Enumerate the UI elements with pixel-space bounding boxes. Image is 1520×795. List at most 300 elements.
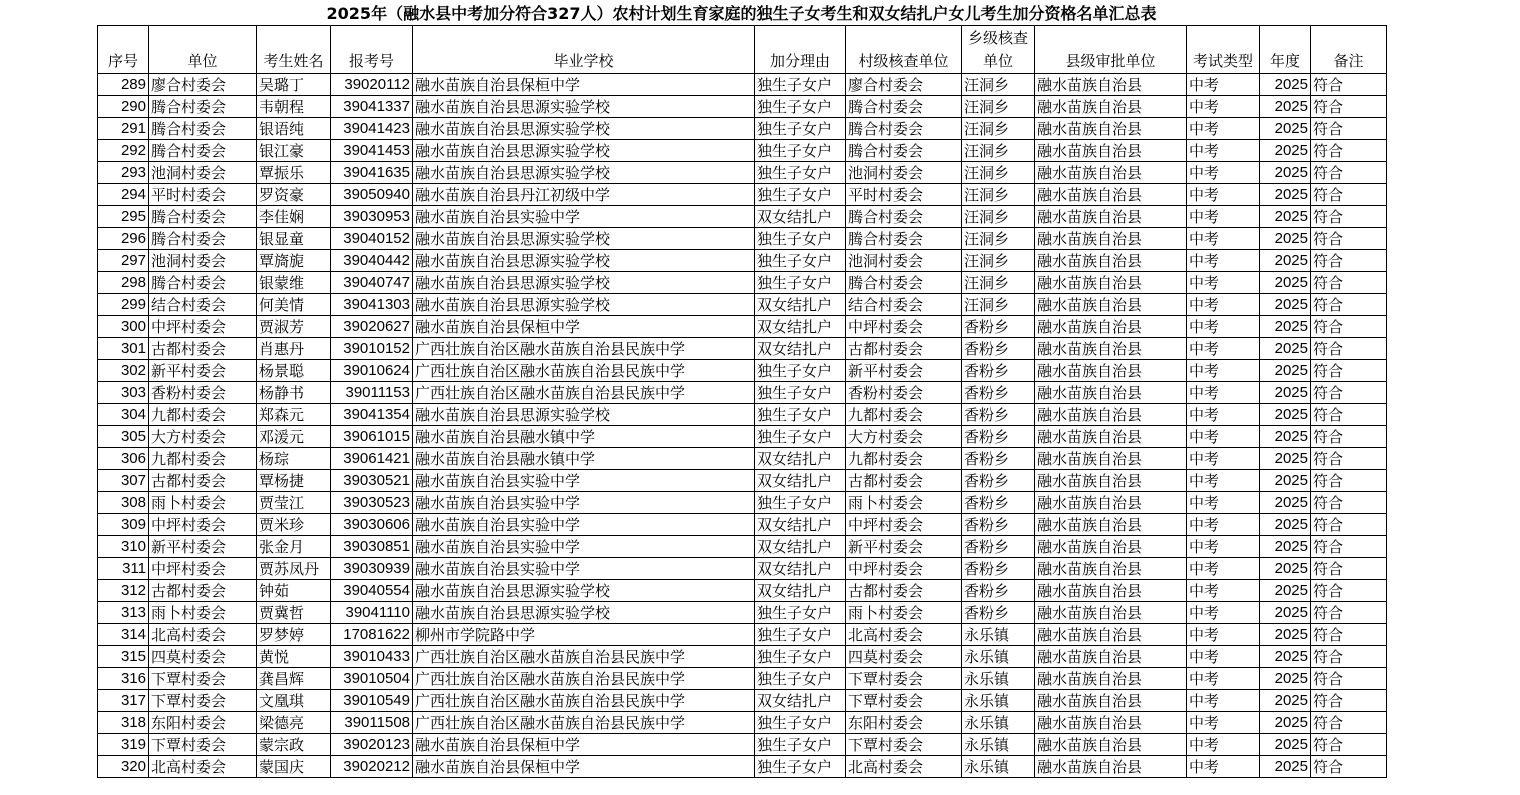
cell-town-check: 汪洞乡 [962,118,1035,140]
table-row [98,272,1387,294]
cell-exam-type: 中考 [1187,580,1260,602]
cell-index: 304 [98,404,149,426]
cell-county-approval: 融水苗族自治县 [1035,74,1187,96]
cell-year: 2025 [1260,228,1311,250]
cell-school: 融水苗族自治县思源实验学校 [413,140,755,162]
cell-remark: 符合 [1311,184,1387,206]
cell-exam-number: 39011508 [331,712,413,734]
cell-school: 融水苗族自治县思源实验学校 [413,602,755,624]
cell-unit: 腾合村委会 [149,96,257,118]
cell-name: 吴璐丁 [257,74,331,96]
cell-remark: 符合 [1311,646,1387,668]
cell-exam-type: 中考 [1187,118,1260,140]
cell-school: 柳州市学院路中学 [413,624,755,646]
cell-town-check: 汪洞乡 [962,162,1035,184]
cell-exam-number: 39030851 [331,536,413,558]
cell-index: 293 [98,162,149,184]
cell-unit: 平时村委会 [149,184,257,206]
table-row [98,426,1387,448]
cell-village-check: 新平村委会 [846,360,962,382]
cell-name: 蒙宗政 [257,734,331,756]
cell-exam-type: 中考 [1187,690,1260,712]
cell-year: 2025 [1260,74,1311,96]
cell-exam-number: 39041303 [331,294,413,316]
cell-index: 296 [98,228,149,250]
cell-unit: 九都村委会 [149,404,257,426]
cell-remark: 符合 [1311,602,1387,624]
cell-county-approval: 融水苗族自治县 [1035,756,1187,778]
cell-reason: 双女结扎户 [755,316,846,338]
cell-school: 融水苗族自治县保桓中学 [413,756,755,778]
cell-county-approval: 融水苗族自治县 [1035,338,1187,360]
cell-village-check: 中坪村委会 [846,558,962,580]
cell-exam-type: 中考 [1187,602,1260,624]
col-header-exam-type: 考试类型 [1187,26,1260,74]
cell-name: 杨琮 [257,448,331,470]
cell-reason: 独生子女户 [755,250,846,272]
cell-reason: 双女结扎户 [755,470,846,492]
cell-county-approval: 融水苗族自治县 [1035,360,1187,382]
cell-remark: 符合 [1311,250,1387,272]
cell-town-check: 汪洞乡 [962,228,1035,250]
cell-county-approval: 融水苗族自治县 [1035,602,1187,624]
cell-school: 融水苗族自治县思源实验学校 [413,96,755,118]
cell-remark: 符合 [1311,624,1387,646]
cell-unit: 池洞村委会 [149,162,257,184]
cell-index: 298 [98,272,149,294]
cell-index: 295 [98,206,149,228]
cell-exam-number: 39020627 [331,316,413,338]
cell-county-approval: 融水苗族自治县 [1035,184,1187,206]
cell-county-approval: 融水苗族自治县 [1035,250,1187,272]
cell-year: 2025 [1260,580,1311,602]
cell-school: 融水苗族自治县思源实验学校 [413,228,755,250]
cell-unit: 九都村委会 [149,448,257,470]
cell-exam-type: 中考 [1187,162,1260,184]
col-header-year: 年度 [1260,26,1311,74]
table-row [98,624,1387,646]
cell-exam-type: 中考 [1187,712,1260,734]
cell-town-check: 永乐镇 [962,668,1035,690]
col-header-village-check: 村级核查单位 [846,26,962,74]
cell-town-check: 香粉乡 [962,470,1035,492]
cell-year: 2025 [1260,646,1311,668]
cell-reason: 独生子女户 [755,184,846,206]
cell-town-check: 汪洞乡 [962,140,1035,162]
cell-village-check: 古都村委会 [846,338,962,360]
cell-remark: 符合 [1311,96,1387,118]
cell-index: 292 [98,140,149,162]
cell-exam-number: 39041635 [331,162,413,184]
cell-exam-type: 中考 [1187,250,1260,272]
cell-school: 广西壮族自治区融水苗族自治县民族中学 [413,712,755,734]
cell-exam-number: 39061015 [331,426,413,448]
cell-name: 钟茹 [257,580,331,602]
cell-county-approval: 融水苗族自治县 [1035,294,1187,316]
cell-reason: 双女结扎户 [755,690,846,712]
cell-reason: 独生子女户 [755,734,846,756]
cell-town-check: 香粉乡 [962,360,1035,382]
cell-village-check: 中坪村委会 [846,514,962,536]
cell-town-check: 永乐镇 [962,690,1035,712]
cell-exam-number: 39041453 [331,140,413,162]
cell-town-check: 汪洞乡 [962,184,1035,206]
table-row [98,228,1387,250]
col-header-county-approval: 县级审批单位 [1035,26,1187,74]
cell-exam-type: 中考 [1187,184,1260,206]
cell-remark: 符合 [1311,382,1387,404]
cell-index: 290 [98,96,149,118]
cell-name: 贾冀哲 [257,602,331,624]
cell-year: 2025 [1260,338,1311,360]
cell-index: 306 [98,448,149,470]
table-row [98,338,1387,360]
cell-year: 2025 [1260,184,1311,206]
cell-exam-type: 中考 [1187,96,1260,118]
table-row [98,690,1387,712]
cell-school: 融水苗族自治县实验中学 [413,492,755,514]
cell-village-check: 香粉村委会 [846,382,962,404]
cell-county-approval: 融水苗族自治县 [1035,316,1187,338]
cell-index: 297 [98,250,149,272]
cell-village-check: 下覃村委会 [846,668,962,690]
col-header-index: 序号 [98,26,149,74]
cell-reason: 独生子女户 [755,646,846,668]
cell-exam-type: 中考 [1187,514,1260,536]
cell-school: 广西壮族自治区融水苗族自治县民族中学 [413,690,755,712]
cell-village-check: 北高村委会 [846,624,962,646]
table-row [98,404,1387,426]
cell-index: 289 [98,74,149,96]
cell-year: 2025 [1260,624,1311,646]
cell-exam-number: 39030606 [331,514,413,536]
cell-town-check: 汪洞乡 [962,74,1035,96]
cell-school: 融水苗族自治县思源实验学校 [413,272,755,294]
cell-index: 307 [98,470,149,492]
cell-county-approval: 融水苗族自治县 [1035,668,1187,690]
cell-village-check: 大方村委会 [846,426,962,448]
cell-name: 郑森元 [257,404,331,426]
cell-reason: 独生子女户 [755,162,846,184]
cell-exam-number: 39011153 [331,382,413,404]
cell-town-check: 汪洞乡 [962,272,1035,294]
cell-county-approval: 融水苗族自治县 [1035,228,1187,250]
cell-name: 银显童 [257,228,331,250]
cell-name: 贾苏凤丹 [257,558,331,580]
cell-reason: 双女结扎户 [755,536,846,558]
cell-unit: 廖合村委会 [149,74,257,96]
cell-name: 贾淑芳 [257,316,331,338]
cell-town-check: 香粉乡 [962,426,1035,448]
cell-unit: 新平村委会 [149,360,257,382]
cell-name: 文凰琪 [257,690,331,712]
cell-county-approval: 融水苗族自治县 [1035,382,1187,404]
cell-remark: 符合 [1311,470,1387,492]
cell-county-approval: 融水苗族自治县 [1035,140,1187,162]
cell-exam-type: 中考 [1187,228,1260,250]
cell-year: 2025 [1260,668,1311,690]
cell-county-approval: 融水苗族自治县 [1035,514,1187,536]
table-row [98,448,1387,470]
cell-exam-number: 39030523 [331,492,413,514]
table-row [98,316,1387,338]
col-header-exam-number: 报考号 [331,26,413,74]
cell-index: 314 [98,624,149,646]
table-row [98,646,1387,668]
cell-exam-number: 39040554 [331,580,413,602]
cell-town-check: 永乐镇 [962,624,1035,646]
cell-remark: 符合 [1311,162,1387,184]
cell-name: 杨静书 [257,382,331,404]
cell-village-check: 池洞村委会 [846,162,962,184]
cell-exam-number: 39010549 [331,690,413,712]
cell-name: 邓湲元 [257,426,331,448]
cell-year: 2025 [1260,602,1311,624]
cell-unit: 北高村委会 [149,624,257,646]
cell-unit: 香粉村委会 [149,382,257,404]
cell-exam-number: 39050940 [331,184,413,206]
col-header-name: 考生姓名 [257,26,331,74]
cell-index: 299 [98,294,149,316]
cell-town-check: 汪洞乡 [962,96,1035,118]
cell-year: 2025 [1260,316,1311,338]
cell-name: 银蒙维 [257,272,331,294]
cell-unit: 腾合村委会 [149,228,257,250]
cell-exam-type: 中考 [1187,448,1260,470]
cell-year: 2025 [1260,558,1311,580]
cell-town-check: 永乐镇 [962,756,1035,778]
cell-school: 融水苗族自治县思源实验学校 [413,118,755,140]
cell-county-approval: 融水苗族自治县 [1035,272,1187,294]
cell-village-check: 雨卜村委会 [846,492,962,514]
cell-county-approval: 融水苗族自治县 [1035,96,1187,118]
cell-reason: 独生子女户 [755,426,846,448]
cell-unit: 雨卜村委会 [149,492,257,514]
cell-reason: 独生子女户 [755,118,846,140]
cell-remark: 符合 [1311,448,1387,470]
table-row [98,514,1387,536]
cell-exam-number: 39030939 [331,558,413,580]
cell-village-check: 新平村委会 [846,536,962,558]
col-header-unit: 单位 [149,26,257,74]
cell-exam-number: 39020112 [331,74,413,96]
cell-town-check: 香粉乡 [962,492,1035,514]
cell-exam-type: 中考 [1187,426,1260,448]
cell-name: 罗梦婷 [257,624,331,646]
cell-town-check: 香粉乡 [962,514,1035,536]
cell-year: 2025 [1260,536,1311,558]
cell-remark: 符合 [1311,118,1387,140]
cell-unit: 东阳村委会 [149,712,257,734]
cell-exam-number: 39010152 [331,338,413,360]
cell-index: 311 [98,558,149,580]
cell-town-check: 香粉乡 [962,316,1035,338]
cell-index: 308 [98,492,149,514]
cell-reason: 独生子女户 [755,382,846,404]
cell-name: 张金月 [257,536,331,558]
cell-school: 融水苗族自治县实验中学 [413,206,755,228]
cell-name: 覃旖旎 [257,250,331,272]
cell-town-check: 汪洞乡 [962,294,1035,316]
table-row [98,712,1387,734]
cell-exam-number: 39040442 [331,250,413,272]
cell-school: 广西壮族自治区融水苗族自治县民族中学 [413,382,755,404]
cell-remark: 符合 [1311,668,1387,690]
table-row [98,734,1387,756]
cell-exam-type: 中考 [1187,734,1260,756]
cell-school: 融水苗族自治县保桓中学 [413,316,755,338]
cell-remark: 符合 [1311,712,1387,734]
cell-reason: 独生子女户 [755,756,846,778]
cell-reason: 独生子女户 [755,272,846,294]
cell-village-check: 池洞村委会 [846,250,962,272]
cell-name: 蒙国庆 [257,756,331,778]
cell-reason: 独生子女户 [755,668,846,690]
cell-year: 2025 [1260,272,1311,294]
cell-year: 2025 [1260,426,1311,448]
cell-name: 银语纯 [257,118,331,140]
cell-school: 融水苗族自治县融水镇中学 [413,448,755,470]
cell-exam-type: 中考 [1187,756,1260,778]
cell-name: 覃杨捷 [257,470,331,492]
cell-school: 融水苗族自治县实验中学 [413,470,755,492]
cell-school: 广西壮族自治区融水苗族自治县民族中学 [413,646,755,668]
cell-exam-type: 中考 [1187,558,1260,580]
table-row [98,96,1387,118]
cell-village-check: 东阳村委会 [846,712,962,734]
cell-exam-number: 39041110 [331,602,413,624]
table-row [98,580,1387,602]
cell-exam-type: 中考 [1187,536,1260,558]
cell-village-check: 中坪村委会 [846,316,962,338]
cell-remark: 符合 [1311,404,1387,426]
cell-exam-type: 中考 [1187,492,1260,514]
cell-index: 319 [98,734,149,756]
cell-remark: 符合 [1311,690,1387,712]
table-row [98,668,1387,690]
cell-village-check: 雨卜村委会 [846,602,962,624]
cell-index: 305 [98,426,149,448]
cell-school: 融水苗族自治县思源实验学校 [413,294,755,316]
cell-name: 韦朝程 [257,96,331,118]
cell-remark: 符合 [1311,338,1387,360]
cell-village-check: 腾合村委会 [846,272,962,294]
cell-school: 融水苗族自治县实验中学 [413,558,755,580]
cell-exam-type: 中考 [1187,74,1260,96]
cell-remark: 符合 [1311,316,1387,338]
cell-reason: 独生子女户 [755,602,846,624]
cell-unit: 腾合村委会 [149,140,257,162]
cell-town-check: 香粉乡 [962,536,1035,558]
cell-unit: 下覃村委会 [149,690,257,712]
cell-name: 龚昌辉 [257,668,331,690]
cell-exam-type: 中考 [1187,360,1260,382]
cell-exam-type: 中考 [1187,294,1260,316]
cell-exam-number: 39020123 [331,734,413,756]
cell-county-approval: 融水苗族自治县 [1035,118,1187,140]
cell-year: 2025 [1260,404,1311,426]
cell-town-check: 香粉乡 [962,338,1035,360]
cell-exam-type: 中考 [1187,316,1260,338]
cell-unit: 下覃村委会 [149,668,257,690]
cell-remark: 符合 [1311,756,1387,778]
table-row [98,492,1387,514]
cell-county-approval: 融水苗族自治县 [1035,404,1187,426]
cell-unit: 中坪村委会 [149,514,257,536]
table-row [98,360,1387,382]
cell-county-approval: 融水苗族自治县 [1035,162,1187,184]
cell-reason: 双女结扎户 [755,206,846,228]
cell-school: 融水苗族自治县思源实验学校 [413,404,755,426]
cell-unit: 腾合村委会 [149,118,257,140]
cell-reason: 独生子女户 [755,712,846,734]
cell-exam-number: 39040747 [331,272,413,294]
cell-reason: 独生子女户 [755,228,846,250]
cell-remark: 符合 [1311,426,1387,448]
cell-year: 2025 [1260,734,1311,756]
col-header-remark: 备注 [1311,26,1387,74]
cell-school: 融水苗族自治县思源实验学校 [413,580,755,602]
cell-year: 2025 [1260,470,1311,492]
cell-village-check: 九都村委会 [846,448,962,470]
cell-school: 融水苗族自治县实验中学 [413,514,755,536]
table-row [98,756,1387,778]
cell-unit: 大方村委会 [149,426,257,448]
cell-reason: 双女结扎户 [755,558,846,580]
cell-village-check: 古都村委会 [846,580,962,602]
cell-exam-type: 中考 [1187,338,1260,360]
cell-county-approval: 融水苗族自治县 [1035,206,1187,228]
cell-town-check: 汪洞乡 [962,250,1035,272]
cell-index: 309 [98,514,149,536]
table-row [98,382,1387,404]
cell-remark: 符合 [1311,74,1387,96]
cell-county-approval: 融水苗族自治县 [1035,536,1187,558]
table-row [98,184,1387,206]
cell-school: 融水苗族自治县思源实验学校 [413,162,755,184]
cell-year: 2025 [1260,140,1311,162]
cell-year: 2025 [1260,360,1311,382]
cell-unit: 新平村委会 [149,536,257,558]
table-row [98,294,1387,316]
cell-exam-number: 39041354 [331,404,413,426]
cell-unit: 古都村委会 [149,470,257,492]
cell-name: 贾米珍 [257,514,331,536]
col-header-school: 毕业学校 [413,26,755,74]
cell-school: 融水苗族自治县丹江初级中学 [413,184,755,206]
cell-town-check: 汪洞乡 [962,206,1035,228]
cell-unit: 四莫村委会 [149,646,257,668]
cell-village-check: 结合村委会 [846,294,962,316]
cell-exam-number: 39010624 [331,360,413,382]
cell-county-approval: 融水苗族自治县 [1035,492,1187,514]
cell-unit: 腾合村委会 [149,206,257,228]
cell-index: 316 [98,668,149,690]
cell-exam-number: 39030521 [331,470,413,492]
cell-town-check: 香粉乡 [962,404,1035,426]
cell-reason: 双女结扎户 [755,338,846,360]
cell-town-check: 永乐镇 [962,646,1035,668]
cell-reason: 独生子女户 [755,74,846,96]
table-row [98,602,1387,624]
cell-unit: 池洞村委会 [149,250,257,272]
cell-exam-type: 中考 [1187,382,1260,404]
header-row [98,26,1387,74]
cell-town-check: 香粉乡 [962,448,1035,470]
cell-year: 2025 [1260,162,1311,184]
cell-reason: 双女结扎户 [755,514,846,536]
cell-reason: 双女结扎户 [755,580,846,602]
